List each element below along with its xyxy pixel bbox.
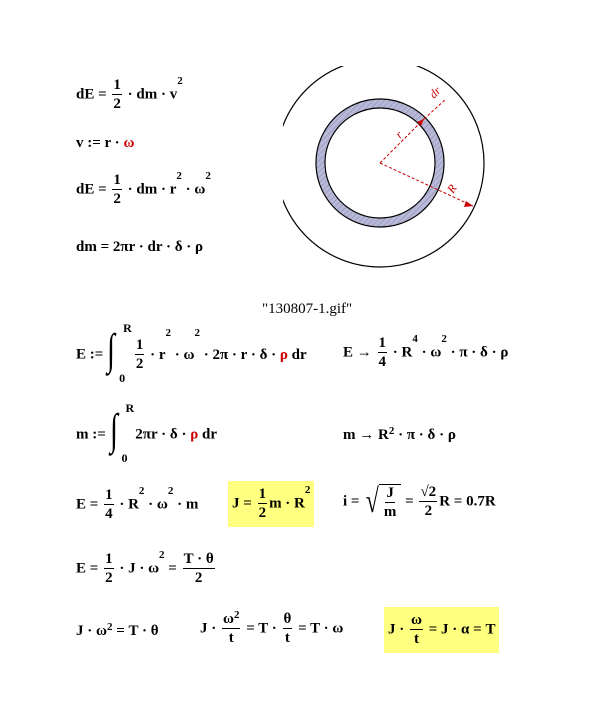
eq-dE-omega: dE = $\frac{1}{2}$ · dm · $r^2 \cdot \omega^2$: [76, 170, 211, 207]
sqrt-sign: √ $\frac{J}{m}$: [363, 484, 401, 520]
eq-E-result: E → $\frac{1}{4}$ · $R^4 \cdot \omega^2 \cdot \pi \cdot \delta \cdot \rho$: [343, 333, 509, 370]
eq-dm: dm = 2πr · dr · δ · ρ: [76, 239, 204, 255]
eq-J-omega-over-t: J · $\frac{\omega^2}{t}$ = T · $\frac{\theta}{t}$ = T · ω: [200, 609, 344, 646]
label-dr: dr: [426, 83, 444, 102]
label-R: R: [443, 181, 460, 196]
eq-dE-kinetic: dE = $\frac{1}{2}$ · dm · $v^2$: [76, 75, 183, 112]
eq-m-result: $m \to R^2 \cdot \pi \cdot \delta \cdot \rho$: [343, 425, 456, 443]
dr-line: [424, 99, 446, 119]
eq-angular-acceleration: J · $\frac{\omega}{t}$ = J · α = T: [384, 607, 499, 653]
outer-circle: [283, 66, 484, 267]
eq-E-integral: E := ∫ R 0 $\frac{1}{2}$ · $r^2 \cdot \omega^2 \cdot 2\pi \cdot r \cdot \delta \cdot \rho$ dr: [76, 321, 307, 385]
eq-E-torque: E = $\frac{1}{2}$ · $J \cdot \omega^2$ = $\frac{T \cdot \theta}{2}$: [76, 549, 214, 586]
eq-velocity: v := r · ω: [76, 135, 135, 151]
integral-sign: ∫: [109, 405, 118, 454]
eq-J-omega-squared: $J \cdot \omega^2 = T \cdot \theta$: [76, 621, 159, 639]
eq-m-integral: m := ∫ R 0 2πr · δ · ρ dr: [76, 401, 217, 465]
arrow-R: [464, 201, 473, 207]
label-r: r: [392, 127, 406, 142]
eq-E-mass: E = $\frac{1}{4}$ · $R^2 \cdot \omega^2 \cdot m$: [76, 485, 199, 522]
eq-moment-of-inertia: J = $\frac{1}{2}$ $m \cdot R^2$: [228, 481, 314, 527]
figure-caption: "130807-1.gif": [262, 301, 353, 317]
integral-sign: ∫: [107, 325, 116, 374]
eq-radius-gyration: i = √ $\frac{J}{m}$ = $\frac{√2}{2}$ R = 0.7R: [343, 483, 496, 520]
ring-diagram: [283, 66, 491, 274]
